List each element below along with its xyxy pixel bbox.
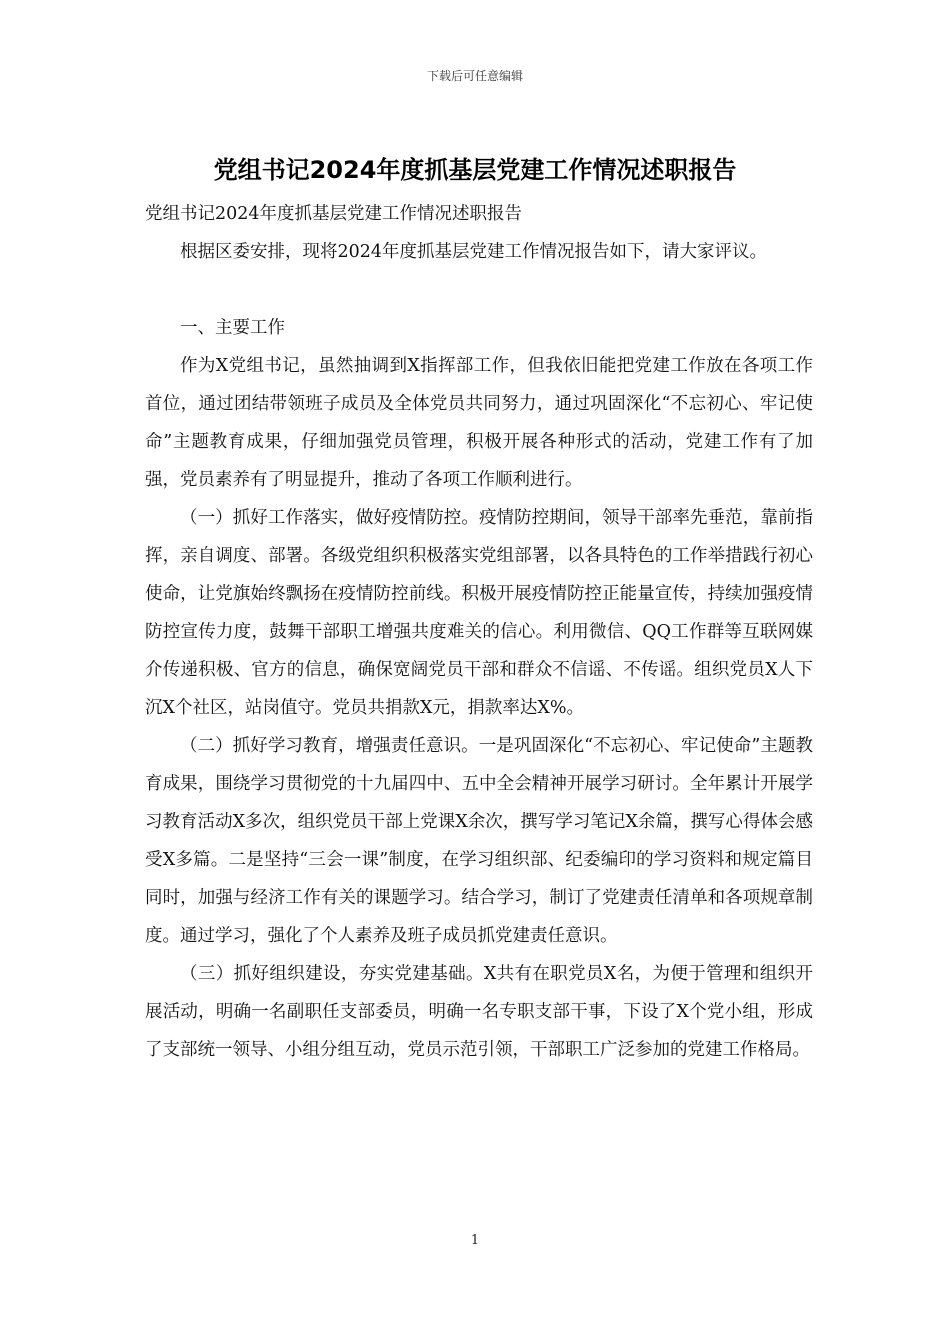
body-paragraph-epidemic: （一）抓好工作落实，做好疫情防控。疫情防控期间，领导干部率先垂范，靠前指挥，亲自调度、部署。各级党组织积极落实党组部署，以各具特色的工作举措践行初心使命，让党旗始终飘扬在疫情防控前线。积极开展疫情防控正能量宣传，持续加强疫情防控宣传力度，鼓舞干部职工增强共度难关的信心。利用微信、QQ工作群等互联网媒介传递积极、官方的信息，确保宽阔党员干部和群众不信谣、不传谣。组织党员X人下沉X个社区，站岗值守。党员共捐款X元，捐款率达X%。 bbox=[145, 508, 813, 718]
page-header-note: 下载后可任意编辑 bbox=[426, 69, 523, 83]
document-subtitle: 党组书记2024年度抓基层党建工作情况述职报告 bbox=[145, 204, 523, 224]
intro-paragraph: 根据区委安排，现将2024年度抓基层党建工作情况报告如下，请大家评议。 bbox=[180, 242, 768, 262]
document-body bbox=[145, 195, 813, 1069]
section-heading: 一、主要工作 bbox=[180, 318, 285, 338]
page-number: 1 bbox=[470, 1233, 480, 1248]
body-paragraph: 作为X党组书记，虽然抽调到X指挥部工作，但我依旧能把党建工作放在各项工作首位，通过团结带领班子成员及全体党员共同努力，通过巩固深化“不忘初心、牢记使命”主题教育成果，仔细加强党员管理，积极开展各种形式的活动，党建工作有了加强，党员素养有了明显提升，推动了各项工作顺利进行。 bbox=[145, 356, 813, 490]
document-title: 党组书记2024年度抓基层党建工作情况述职报告 bbox=[213, 156, 737, 184]
body-paragraph-study: （二）抓好学习教育，增强责任意识。一是巩固深化“不忘初心、牢记使命”主题教育成果，围绕学习贯彻党的十九届四中、五中全会精神开展学习研讨。全年累计开展学习教育活动X多次，组织党员干部上党课X余次，撰写学习笔记X余篇，撰写心得体会感受X多篇。二是坚持“三会一课”制度，在学习组织部、纪委编印的学习资料和规定篇目同时，加强与经济工作有关的课题学习。结合学习，制订了党建责任清单和各项规章制度。通过学习，强化了个人素养及班子成员抓党建责任意识。 bbox=[145, 736, 813, 946]
body-paragraph-organization: （三）抓好组织建设，夯实党建基础。X共有在职党员X名，为便于管理和组织开展活动，明确一名副职任支部委员，明确一名专职支部干事，下设了X个党小组，形成了支部统一领导、小组分组互动，党员示范引领，干部职工广泛参加的党建工作格局。 bbox=[145, 964, 813, 1060]
